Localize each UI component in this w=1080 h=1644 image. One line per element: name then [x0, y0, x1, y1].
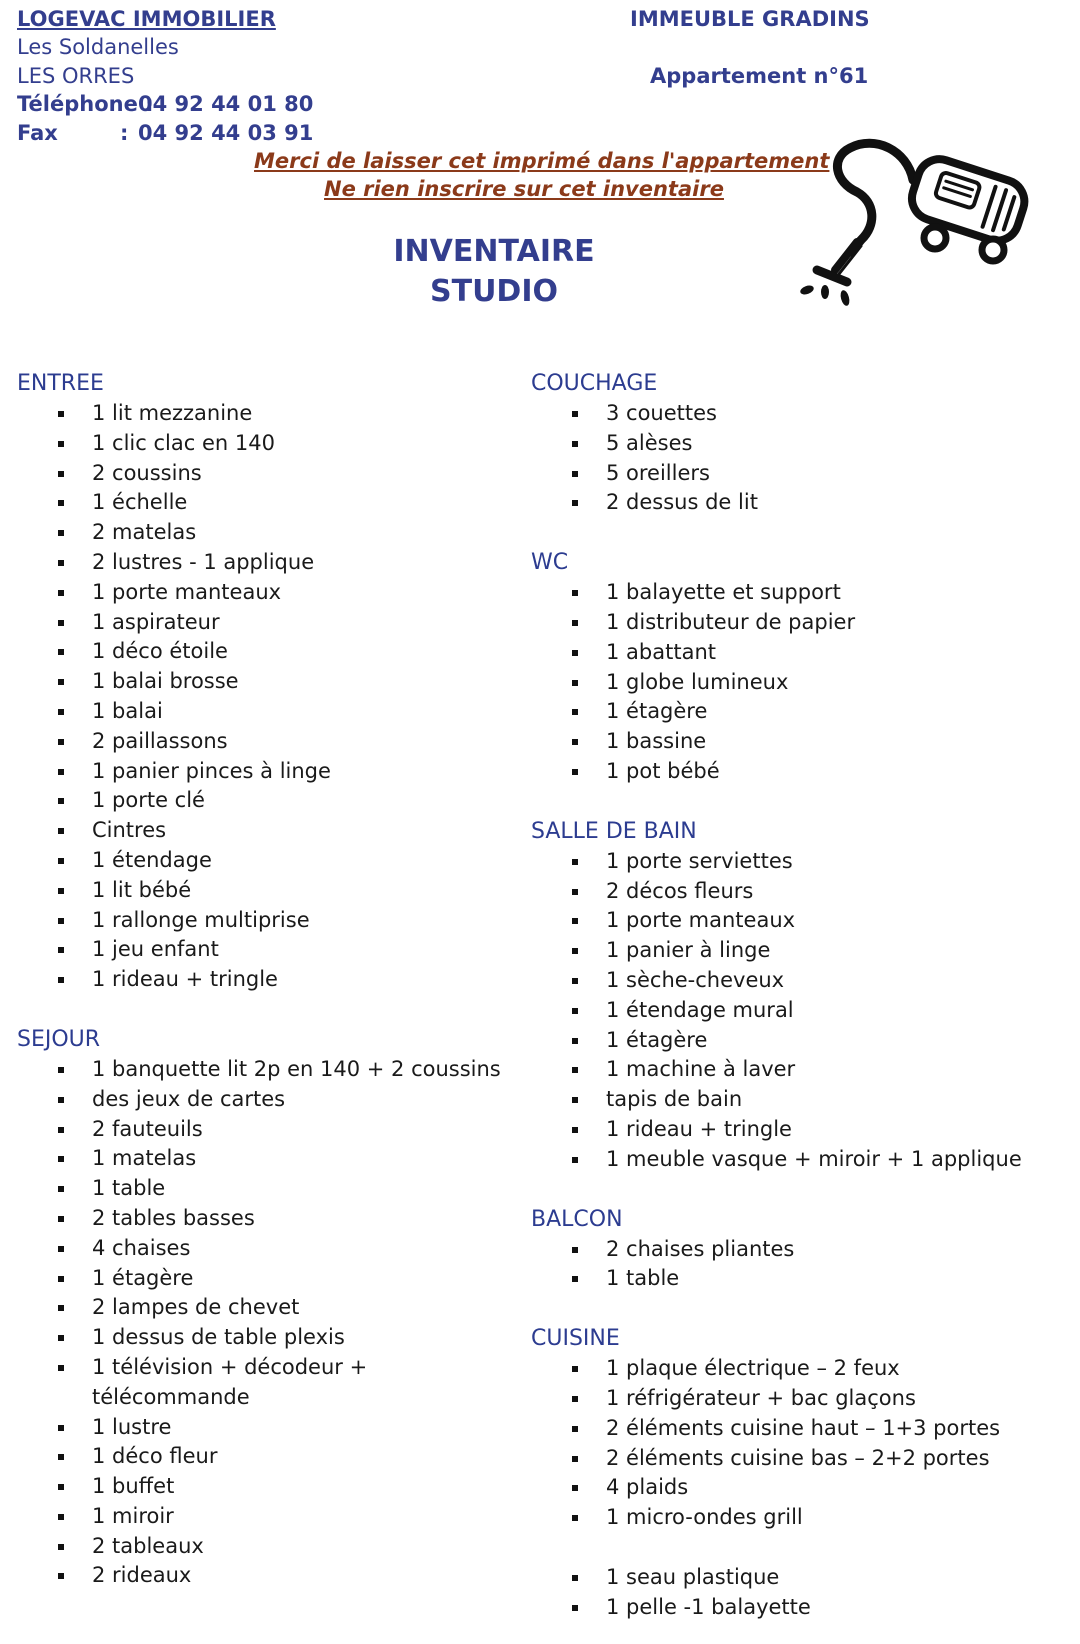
list-entree	[17, 399, 537, 995]
list-item: 2 lampes de chevet	[17, 1293, 537, 1323]
list-item: 2 tableaux	[17, 1532, 537, 1562]
list-item: 1 miroir	[17, 1502, 537, 1532]
list-item: 1 abattant	[531, 638, 1051, 668]
list-cuisine-part-b	[531, 1563, 1051, 1623]
list-item: 1 bassine	[531, 727, 1051, 757]
section-sejour	[17, 1025, 537, 1591]
list-item: 2 éléments cuisine bas – 2+2 portes	[531, 1444, 1051, 1474]
list-item: 1 porte manteaux	[17, 578, 537, 608]
section-title-couchage: COUCHAGE	[531, 371, 658, 396]
list-item: 2 décos fleurs	[531, 877, 1051, 907]
list-item: 1 balayette et support	[531, 578, 1051, 608]
list-item: 1 pelle -1 balayette	[531, 1593, 1051, 1623]
company-name: LOGEVAC IMMOBILIER	[17, 7, 276, 31]
section-salle-de-bain	[531, 817, 1051, 1175]
list-item: 2 lustres - 1 applique	[17, 548, 537, 578]
list-item: tapis de bain	[531, 1085, 1051, 1115]
list-item: 1 table	[531, 1264, 1051, 1294]
list-item: 2 chaises pliantes	[531, 1235, 1051, 1265]
phone-number: 04 92 44 01 80	[138, 92, 314, 116]
list-balcon	[531, 1235, 1051, 1295]
list-item: 1 matelas	[17, 1144, 537, 1174]
fax-separator: :	[120, 121, 129, 145]
list-item: 1 plaque électrique – 2 feux	[531, 1354, 1051, 1384]
list-item: 3 couettes	[531, 399, 1051, 429]
vacuum-cleaner-icon	[795, 120, 1040, 315]
list-item: 5 oreillers	[531, 459, 1051, 489]
list-item: 1 télévision + décodeur +	[17, 1353, 537, 1383]
list-item: Cintres	[17, 816, 537, 846]
list-item-continuation: télécommande	[92, 1384, 250, 1409]
list-wc	[531, 578, 1051, 787]
address-line-1: Les Soldanelles	[17, 35, 179, 59]
list-item: 1 clic clac en 140	[17, 429, 537, 459]
list-item: 1 porte manteaux	[531, 906, 1051, 936]
list-item: 1 seau plastique	[531, 1563, 1051, 1593]
apartment-number: Appartement n°61	[650, 64, 869, 88]
section-title-entree: ENTREE	[17, 371, 104, 396]
notice-leave-form: Merci de laisser cet imprimé dans l'appartement	[254, 149, 830, 173]
list-sejour-tv	[17, 1353, 537, 1413]
list-item: 2 matelas	[17, 518, 537, 548]
phone-label: Téléphone :	[17, 92, 154, 116]
list-item: 1 aspirateur	[17, 608, 537, 638]
list-item: 1 dessus de table plexis	[17, 1323, 537, 1353]
list-item: 1 étendage mural	[531, 996, 1051, 1026]
list-item: 1 rideau + tringle	[531, 1115, 1051, 1145]
building-name: IMMEUBLE GRADINS	[630, 7, 870, 31]
fax-number: 04 92 44 03 91	[138, 121, 314, 145]
list-item: 1 déco fleur	[17, 1442, 537, 1472]
list-sejour-part-a	[17, 1055, 537, 1353]
list-item: 1 déco étoile	[17, 637, 537, 667]
section-cuisine	[531, 1324, 1051, 1622]
list-couchage	[531, 399, 1051, 518]
list-item: 1 porte serviettes	[531, 847, 1051, 877]
section-title-balcon: BALCON	[531, 1206, 623, 1232]
list-item: 2 fauteuils	[17, 1115, 537, 1145]
list-item: 5 alèses	[531, 429, 1051, 459]
section-title-sejour: SEJOUR	[17, 1026, 101, 1052]
list-item: 1 étagère	[531, 1026, 1051, 1056]
list-item: 2 dessus de lit	[531, 488, 1051, 518]
section-title-cuisine: CUISINE	[531, 1326, 620, 1352]
list-item: 1 lustre	[17, 1413, 537, 1443]
list-item: 1 porte clé	[17, 786, 537, 816]
list-item: 1 jeu enfant	[17, 935, 537, 965]
list-item: 1 globe lumineux	[531, 668, 1051, 698]
list-item: 1 table	[17, 1174, 537, 1204]
list-item: 2 coussins	[17, 459, 537, 489]
list-item: 1 banquette lit 2p en 140 + 2 coussins	[17, 1055, 537, 1085]
address-line-2: LES ORRES	[17, 64, 135, 88]
list-item: 1 lit bébé	[17, 876, 537, 906]
list-item: 1 machine à laver	[531, 1055, 1051, 1085]
list-item: 1 étagère	[531, 697, 1051, 727]
list-item: 1 étagère	[17, 1264, 537, 1294]
list-item: 1 balai	[17, 697, 537, 727]
list-item: 1 pot bébé	[531, 757, 1051, 787]
list-item: 1 panier pinces à linge	[17, 757, 537, 787]
list-item: 1 réfrigérateur + bac glaçons	[531, 1384, 1051, 1414]
list-cuisine-part-a	[531, 1354, 1051, 1533]
right-column	[531, 369, 1051, 1623]
list-item: 1 étendage	[17, 846, 537, 876]
left-column	[17, 369, 537, 1591]
list-item: 1 panier à linge	[531, 936, 1051, 966]
list-item: 1 micro-ondes grill	[531, 1503, 1051, 1533]
notice-no-writing: Ne rien inscrire sur cet inventaire	[324, 177, 724, 201]
section-title-wc: WC	[531, 550, 569, 576]
list-item: 1 meuble vasque + miroir + 1 applique	[531, 1145, 1051, 1175]
list-item: 2 paillassons	[17, 727, 537, 757]
fax-label: Fax	[17, 121, 58, 145]
list-item: 1 sèche-cheveux	[531, 966, 1051, 996]
list-item: 2 éléments cuisine haut – 1+3 portes	[531, 1414, 1051, 1444]
section-couchage	[531, 369, 1051, 518]
list-sejour-part-b	[17, 1413, 537, 1592]
inventory-title: INVENTAIRE	[393, 234, 595, 269]
list-item: 4 chaises	[17, 1234, 537, 1264]
list-item: 1 buffet	[17, 1472, 537, 1502]
list-item: 1 échelle	[17, 488, 537, 518]
list-item: 2 rideaux	[17, 1561, 537, 1591]
section-balcon	[531, 1205, 1051, 1295]
list-item: des jeux de cartes	[17, 1085, 537, 1115]
list-salle-de-bain	[531, 847, 1051, 1175]
inventory-subtitle: STUDIO	[430, 274, 558, 309]
list-item: 1 distributeur de papier	[531, 608, 1051, 638]
list-item: 4 plaids	[531, 1473, 1051, 1503]
section-wc	[531, 548, 1051, 787]
section-entree	[17, 369, 537, 995]
list-item: 2 tables basses	[17, 1204, 537, 1234]
list-item: 1 balai brosse	[17, 667, 537, 697]
section-title-salle-de-bain: SALLE DE BAIN	[531, 818, 697, 844]
list-item: 1 rideau + tringle	[17, 965, 537, 995]
list-item: 1 rallonge multiprise	[17, 906, 537, 936]
list-item: 1 lit mezzanine	[17, 399, 537, 429]
